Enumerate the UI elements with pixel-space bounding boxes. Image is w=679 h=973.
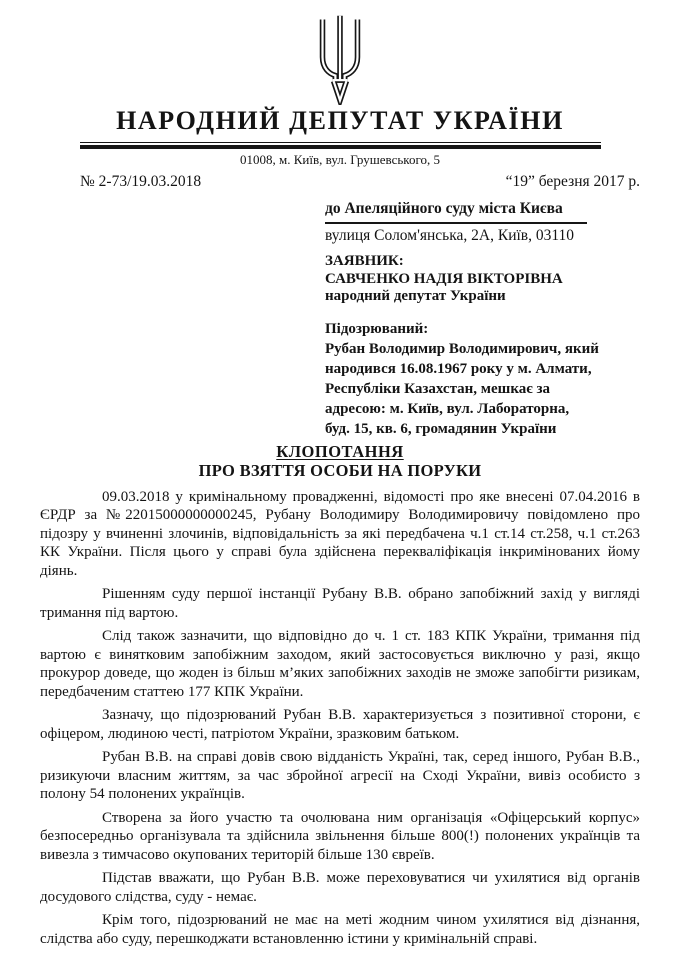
body-paragraph: Слід також зазначити, що відповідно до ч. 1 ст. 183 КПК України, тримання під вартою є винятковим запобіжним заходом, який застосовується виключно у разі, якщо прокурор доведе, що жоден із більш м’яких запобіжних заходів не зможе запобігти ризикам, передбаченим статтею 177 КПК України. <box>40 628 640 700</box>
addressee-block <box>325 200 606 439</box>
body-paragraph: Підстав вважати, що Рубан В.В. може переховуватися чи ухилятися від органів досудового слідства, суду - немає. <box>40 870 640 905</box>
suspect-detail-line: адресою: м. Київ, вул. Лабораторна, <box>325 400 570 417</box>
applicant-role: народний депутат України <box>325 288 506 304</box>
ukraine-trident-icon <box>309 13 371 105</box>
suspect-detail-line: буд. 15, кв. 6, громадянин України <box>325 420 557 437</box>
suspect-block <box>325 319 606 439</box>
petition-body <box>40 488 640 949</box>
suspect-detail-line: Рубан Володимир Володимирович, який <box>325 340 599 357</box>
applicant-block <box>325 253 606 306</box>
suspect-detail-line: Республіки Казахстан, мешкає за <box>325 380 550 397</box>
body-paragraph: Крім того, підозрюваний не має на меті жодним чином ухилятися від дізнання, слідства або суду, перешкоджати встановленню істини у кримінальній справі. <box>40 912 640 947</box>
body-paragraph: Зазначу, що підозрюваний Рубан В.В. характеризується з позитивної сторони, є офіцером, людиною честі, патріотом України, зразковим батьком. <box>40 707 640 742</box>
suspect-label: Підозрюваний: <box>325 320 429 337</box>
body-paragraph: Рубан В.В. на справі довів свою відданість Україні, так, серед іншого, Рубан В.В., ризикуючи власним життям, за час збройної агресії на Сході України, вивіз особисто з полону 54 полонених українців. <box>40 749 640 802</box>
suspect-detail-line: народився 16.08.1967 року у м. Алмати, <box>325 360 592 377</box>
body-paragraph: Створена за його участю та очолювана ним організація «Офіцерський корпус» безпосередньо організувала та здійснила звільнення більше 800(!) полонених українців та вивезла з тимчасово окупованих територій більше 130 євреїв. <box>40 809 640 863</box>
letterhead-divider <box>80 142 601 149</box>
addressee-court-address: вулиця Солом'янська, 2А, Київ, 03110 <box>325 226 575 244</box>
document-page <box>0 13 679 973</box>
document-title-line2: ПРО ВЗЯТТЯ ОСОБИ НА ПОРУКИ <box>198 460 482 480</box>
suspect-details <box>325 339 606 439</box>
applicant-label: ЗАЯВНИК: <box>325 253 404 269</box>
reference-row <box>40 173 640 191</box>
document-date: “19” березня 2017 р. <box>505 173 640 190</box>
document-title-line1: КЛОПОТАННЯ <box>276 441 404 461</box>
letterhead-address: 01008, м. Київ, вул. Грушевського, 5 <box>240 152 440 167</box>
body-paragraph: Рішенням суду першої інстанції Рубану В.В. обрано запобіжний захід у вигляді тримання під вартою. <box>40 586 640 621</box>
reference-number: № 2-73/19.03.2018 <box>80 173 202 190</box>
body-paragraph: 09.03.2018 у кримінальному провадженні, відомості про яке внесені 07.04.2016 в ЄРДР за №22015000000000245, Рубану Володимиру Володимировичу повідомлено про підозру у вчиненні злочинів, відповідальність за які передбачена ч.1 ст.14 ст.258, ч.1 ст.263 КК України. Після цього у справі була здійснена перекваліфікація інкримінованих йому діянь. <box>40 488 640 579</box>
addressee-court: до Апеляційного суду міста Києва <box>325 200 587 224</box>
document-title <box>40 443 640 480</box>
applicant-name: САВЧЕНКО НАДІЯ ВІКТОРІВНА <box>325 270 563 287</box>
letterhead-org-title: НАРОДНИЙ ДЕПУТАТ УКРАЇНИ <box>116 106 564 135</box>
